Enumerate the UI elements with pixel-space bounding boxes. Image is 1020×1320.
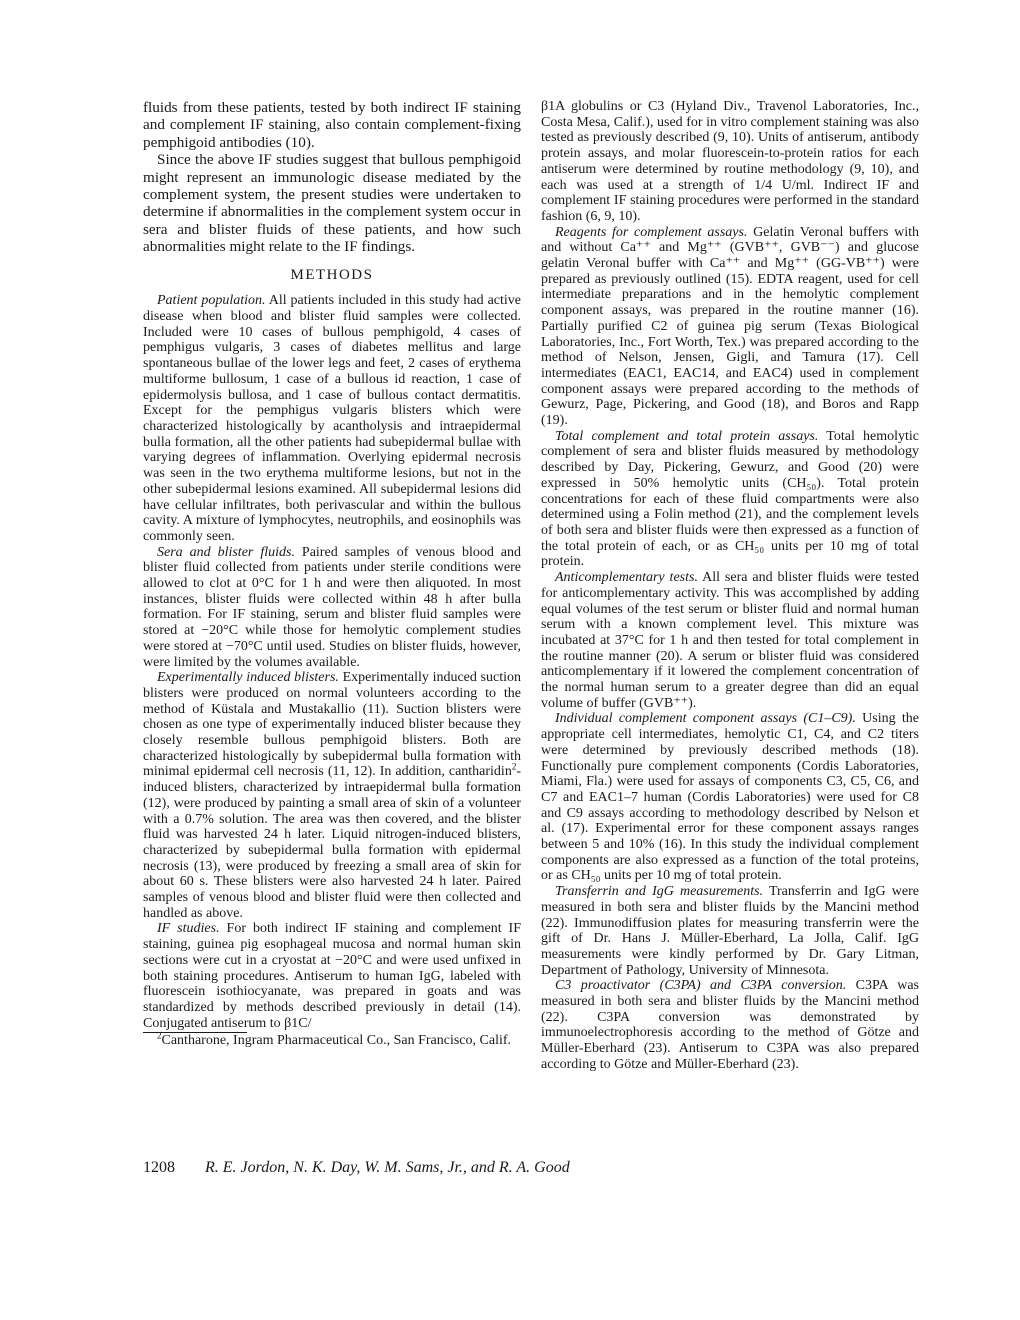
left-column — [143, 99, 521, 1049]
patient-population-paragraph — [143, 293, 521, 544]
individual-component-body: Using the appropriate cell intermediates, hemolytic C1, C4, and C2 titers were determined by previously described methods (18). Functionally pure complement components (Cordis Laboratories, Miami, Fla.) were used for assays of components C3, C5, C6, and C7 and EAC1–7 human (Cordis Laboratories) were used for C8 and C9 assays according to methodology described by Nelson et al. (17). Experimental error for these component assays ranges between 5 and 10% (16). In this study the individual complement components are also expressed as a function of the total proteins, or as CH₅₀ units per 10 mg of total protein. — [541, 711, 919, 884]
intro-paragraph-2: Since the above IF studies suggest that bullous pemphigoid might represent an immunologic disease mediated by the complement system, the present studies were undertaken to determine if abnormalities in the complement system occur in sera and blister fluids of these patients, and how such abnormalities might relate to the IF findings. — [143, 151, 521, 256]
intro-paragraph-1: fluids from these patients, tested by both indirect IF staining and complement IF staining, also contain complement-fixing pemphigoid antibodies (10). — [143, 99, 521, 151]
running-authors: R. E. Jordon, N. K. Day, W. M. Sams, Jr., and R. A. Good — [205, 1159, 570, 1176]
experimental-blisters-body-1: Experimentally induced suction blisters were produced on normal volunteers according to the method of Küstala and Mustakallio (11). Suction blisters were chosen as one type of experimentally induced blister because they closely resemble bullous pemphigoid blisters. Both are characterized histologically by subepidermal bulla formation with minimal epidermal cell necrosis (11, 12). In addition, cantharidin — [143, 670, 521, 780]
experimental-blisters-paragraph — [143, 670, 521, 921]
c3pa-title: C3 proactivator (C3PA) and C3PA conversion. — [555, 978, 847, 994]
if-studies-body: For both indirect IF staining and complement IF staining, guinea pig esophageal mucosa and normal human skin sections were cut in a cryostat at −20°C and were used unfixed in both staining procedures. Antiserum to human IgG, labeled with fluorescein isothiocyanate, was prepared in goats and was standardized by methods described previously in detail (14). Conjugated antiserum to β1C/ — [143, 921, 522, 1031]
total-complement-paragraph — [541, 429, 919, 570]
anticomplementary-paragraph — [541, 570, 919, 711]
if-studies-title: IF studies. — [157, 921, 220, 937]
reagents-paragraph — [541, 225, 919, 429]
page-footer — [143, 1159, 570, 1177]
sera-title: Sera and blister fluids. — [157, 544, 295, 560]
methods-heading: METHODS — [290, 266, 374, 283]
reagents-body: Gelatin Veronal buffers with and without Ca⁺⁺ and Mg⁺⁺ (GVB⁺⁺, GVB⁻⁻) and glucose gelatin Veronal buffer with Ca⁺⁺ and Mg⁺⁺ (GG-VB⁺⁺) were prepared as previously outlined (15). EDTA reagent, used for cell intermediate preparations and in the hemolytic complement component assays, was prepared in the routine manner (16). Partially purified C2 of guinea pig serum (Texas Biological Laboratories, Inc., Fort Worth, Tex.) was prepared according to the method of Nelson, Jensen, Gigli, and Tamura (17). Cell intermediates (EAC1, EAC14, and EAC4) used in complement component assays were prepared according to the methods of Gewurz, Page, Pickering, and Good (18), and Boros and Rapp (19). — [541, 224, 920, 429]
transferrin-paragraph — [541, 884, 919, 978]
transferrin-title: Transferrin and IgG measurements. — [555, 884, 764, 900]
footnote-marker: 2 — [511, 761, 517, 772]
sera-body: Paired samples of venous blood and blister fluid collected from patients under sterile conditions were allowed to clot at 0°C for 1 h and were then aliquoted. In most instances, blister fluids were collected within 48 h after bulla formation. For IF staining, serum and blister fluid samples were stored at −20°C while those for hemolytic complement studies were stored at −70°C until used. Studies on blister fluids, however, were limited by the volumes available. — [143, 544, 522, 670]
anticomplementary-title: Anticomplementary tests. — [555, 570, 698, 586]
total-complement-title: Total complement and total protein assays. — [555, 428, 819, 444]
patient-population-title: Patient population. — [157, 293, 266, 309]
footnote-number: 2 — [157, 1030, 162, 1041]
if-studies-paragraph — [143, 921, 521, 1031]
total-complement-body: Total hemolytic complement of sera and blister fluids measured by methodology described by Day, Pickering, Gewurz, and Good (20) were expressed in 50% hemolytic units (CH₅₀). Total protein concentrations for each of these fluid compartments were also determined using a Folin method (21), and the complement levels of both sera and blister fluids were then expressed as a function of the total protein of each, or as CH₅₀ units per 10 mg of total protein. — [541, 428, 919, 570]
continued-paragraph: β1A globulins or C3 (Hyland Div., Travenol Laboratories, Inc., Costa Mesa, Calif.), used for in vitro complement staining was also tested as previously described (9, 10). Units of antiserum, antibody protein assays, and molar fluorescein-to-protein ratios for each antiserum were determined by routine methodology (9, 10), and each was used at a strength of 1/4 U/ml. Indirect IF and complement IF staining procedures were performed in the standard fashion (6, 9, 10). — [541, 99, 919, 224]
anticomplementary-body: All sera and blister fluids were tested for anticomplementary activity. This was accomplished by adding equal volumes of the test serum or blister fluid and normal human serum with a known complement level. This mixture was incubated at 37°C for 1 h and then tested for total complement in the routine manner (20). A serum or blister fluid was considered anticomplementary if it lowered the complement concentration of the normal human serum to a greater degree than did an equal volume of buffer (GVB⁺⁺). — [541, 570, 919, 711]
c3pa-body: C3PA was measured in both sera and blister fluids by the Mancini method (22). C3PA conversion was demonstrated by immunoelectrophoresis according to the method of Götze and Müller-Eberhard (23). Antiserum to C3PA was also prepared according to Götze and Müller-Eberhard (23). — [541, 978, 919, 1072]
footnote-text: Cantharone, Ingram Pharmaceutical Co., San Francisco, Calif. — [161, 1033, 512, 1049]
reagents-title: Reagents for complement assays. — [555, 224, 748, 240]
sera-paragraph — [143, 545, 521, 671]
c3pa-paragraph — [541, 978, 919, 1072]
footnote — [143, 1030, 521, 1049]
patient-population-body: All patients included in this study had active disease when blood and blister fluid samples were collected. Included were 10 cases of bullous pemphigold, 4 cases of pemphigus vulgaris, 3 cases of diabetes mellitus and large spontaneous bullae of the lower legs and feet, 2 cases of erythema multiforme bullosum, 1 case of a bullous id reaction, 1 case of epidermolysis bullosa, and 1 case of bullous contact dermatitis. Except for the pemphigus vulgaris blisters which were characterized histologically by acantholysis and intraepidermal bulla formation, all the other patients had subepidermal bullae with varying degrees of inflammation. Overlying epidermal necrosis was seen in the two erythema multiforme lesions, but not in the other subepidermal lesions examined. All subepidermal lesions did have cellular infiltrates, both perivascular and within the bullous cavity. A mixture of lymphocytes, neutrophils, and eosinophils was commonly seen. — [143, 293, 522, 544]
experimental-blisters-body-2: -induced blisters, characterized by intraepidermal bulla formation (12), were produced by painting a small area of skin of a volunteer with a 0.7% solution. The area was then covered, and the blister fluid was harvested 24 h later. Liquid nitrogen-induced blisters, characterized by subepidermal bulla formation with epidermal necrosis (13), were produced by freezing a small area of skin for about 60 s. These blisters were also harvested 24 h later. Paired samples of venous blood and blister fluid were then collected and handled as above. — [143, 764, 521, 921]
transferrin-body: Transferrin and IgG were measured in both sera and blister fluids by the Mancini method (22). Immunodiffusion plates for measuring transferrin were the gift of Dr. Hans J. Müller-Eberhard, La Jolla, Calif. IgG measurements were kindly performed by Dr. Gary Litman, Department of Pathology, University of Minnesota. — [541, 884, 919, 978]
individual-component-paragraph — [541, 711, 919, 884]
individual-component-title: Individual complement component assays (C1–C9). — [555, 711, 856, 727]
page-number: 1208 — [143, 1159, 175, 1176]
right-column — [541, 99, 919, 1073]
experimental-blisters-title: Experimentally induced blisters. — [157, 670, 339, 686]
